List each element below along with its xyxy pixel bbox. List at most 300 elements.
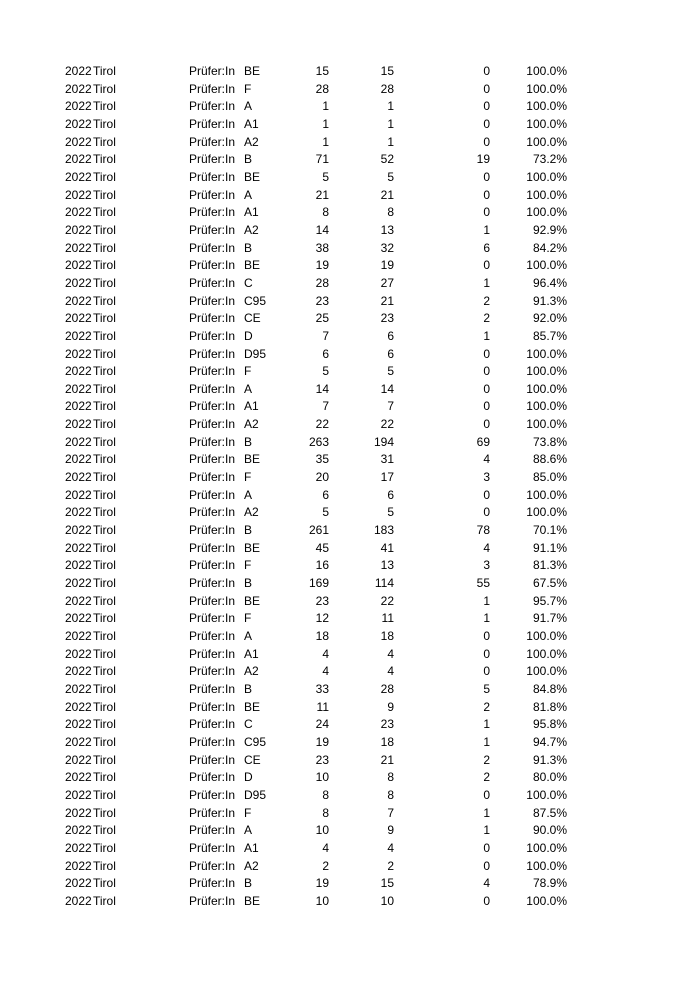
license-class-cell: B (244, 576, 253, 591)
region-cell: Tirol (93, 611, 116, 626)
table-row (0, 381, 700, 399)
pass-rate-cell: 95.7% (532, 593, 567, 608)
failed-count-cell: 2 (483, 699, 490, 714)
table-row (0, 734, 700, 752)
total-count-cell: 10 (315, 893, 329, 908)
pass-rate-cell: 100.0% (526, 417, 567, 432)
total-count-cell: 14 (315, 381, 329, 396)
license-class-cell: B (244, 240, 253, 255)
year-cell: 2022 (65, 99, 92, 114)
table-row (0, 275, 700, 293)
region-cell: Tirol (93, 487, 116, 502)
failed-count-cell: 0 (483, 116, 490, 131)
region-cell: Tirol (93, 346, 116, 361)
examiner-cell: Prüfer:In (189, 646, 236, 661)
examiner-cell: Prüfer:In (189, 187, 236, 202)
passed-count-cell: 14 (380, 381, 394, 396)
total-count-cell: 19 (315, 876, 329, 891)
pass-rate-cell: 100.0% (526, 893, 567, 908)
examiner-cell: Prüfer:In (189, 434, 236, 449)
total-count-cell: 19 (315, 258, 329, 273)
examiner-cell: Prüfer:In (189, 293, 236, 308)
pass-rate-cell: 70.1% (532, 523, 567, 538)
region-cell: Tirol (93, 558, 116, 573)
license-class-cell: BE (244, 258, 261, 273)
total-count-cell: 22 (315, 417, 329, 432)
failed-count-cell: 0 (483, 169, 490, 184)
total-count-cell: 5 (322, 169, 329, 184)
table-row (0, 646, 700, 664)
license-class-cell: F (244, 364, 252, 379)
passed-count-cell: 1 (387, 116, 394, 131)
total-count-cell: 23 (315, 293, 329, 308)
pass-rate-cell: 90.0% (532, 823, 567, 838)
license-class-cell: A1 (244, 840, 259, 855)
region-cell: Tirol (93, 152, 116, 167)
region-cell: Tirol (93, 787, 116, 802)
failed-count-cell: 4 (483, 540, 490, 555)
pass-rate-cell: 100.0% (526, 399, 567, 414)
failed-count-cell: 0 (483, 346, 490, 361)
examiner-cell: Prüfer:In (189, 734, 236, 749)
examiner-cell: Prüfer:In (189, 258, 236, 273)
total-count-cell: 14 (315, 222, 329, 237)
pass-rate-cell: 91.7% (532, 611, 567, 626)
failed-count-cell: 0 (483, 81, 490, 96)
region-cell: Tirol (93, 417, 116, 432)
total-count-cell: 16 (315, 558, 329, 573)
license-class-cell: A1 (244, 399, 259, 414)
year-cell: 2022 (65, 169, 92, 184)
table-row (0, 840, 700, 858)
year-cell: 2022 (65, 275, 92, 290)
year-cell: 2022 (65, 505, 92, 520)
pass-rate-cell: 88.6% (532, 452, 567, 467)
examiner-cell: Prüfer:In (189, 205, 236, 220)
region-cell: Tirol (93, 646, 116, 661)
license-class-cell: F (244, 558, 252, 573)
region-cell: Tirol (93, 805, 116, 820)
passed-count-cell: 23 (380, 717, 394, 732)
failed-count-cell: 2 (483, 752, 490, 767)
total-count-cell: 1 (322, 134, 329, 149)
table-row (0, 169, 700, 187)
region-cell: Tirol (93, 452, 116, 467)
failed-count-cell: 0 (483, 364, 490, 379)
passed-count-cell: 52 (380, 152, 394, 167)
license-class-cell: A1 (244, 646, 259, 661)
examiner-cell: Prüfer:In (189, 611, 236, 626)
pass-rate-cell: 100.0% (526, 116, 567, 131)
table-row (0, 681, 700, 699)
year-cell: 2022 (65, 734, 92, 749)
license-class-cell: D95 (244, 787, 267, 802)
year-cell: 2022 (65, 840, 92, 855)
passed-count-cell: 2 (387, 858, 394, 873)
region-cell: Tirol (93, 187, 116, 202)
year-cell: 2022 (65, 629, 92, 643)
failed-count-cell: 1 (483, 611, 490, 626)
table-row (0, 522, 700, 540)
pass-rate-cell: 100.0% (526, 629, 567, 643)
year-cell: 2022 (65, 752, 92, 767)
license-class-cell: BE (244, 699, 261, 714)
failed-count-cell: 3 (483, 470, 490, 485)
year-cell: 2022 (65, 858, 92, 873)
passed-count-cell: 28 (380, 681, 394, 696)
failed-count-cell: 0 (483, 893, 490, 908)
total-count-cell: 6 (322, 346, 329, 361)
table-row (0, 699, 700, 717)
region-cell: Tirol (93, 717, 116, 732)
passed-count-cell: 9 (387, 699, 394, 714)
examiner-cell: Prüfer:In (189, 505, 236, 520)
examiner-cell: Prüfer:In (189, 576, 236, 591)
region-cell: Tirol (93, 505, 116, 520)
examiner-cell: Prüfer:In (189, 346, 236, 361)
passed-count-cell: 22 (380, 593, 394, 608)
failed-count-cell: 69 (476, 434, 490, 449)
passed-count-cell: 1 (387, 134, 394, 149)
year-cell: 2022 (65, 470, 92, 485)
examiner-cell: Prüfer:In (189, 328, 236, 343)
region-cell: Tirol (93, 258, 116, 273)
region-cell: Tirol (93, 840, 116, 855)
failed-count-cell: 0 (483, 487, 490, 502)
examiner-cell: Prüfer:In (189, 558, 236, 573)
examiner-cell: Prüfer:In (189, 717, 236, 732)
total-count-cell: 8 (322, 205, 329, 220)
region-cell: Tirol (93, 770, 116, 785)
passed-count-cell: 8 (387, 770, 394, 785)
license-class-cell: B (244, 523, 253, 538)
table-row (0, 875, 700, 893)
examiner-cell: Prüfer:In (189, 116, 236, 131)
pass-rate-cell: 91.3% (532, 752, 567, 767)
passed-count-cell: 5 (387, 364, 394, 379)
total-count-cell: 8 (322, 805, 329, 820)
pass-rate-cell: 84.8% (532, 681, 567, 696)
total-count-cell: 7 (322, 328, 329, 343)
passed-count-cell: 23 (380, 311, 394, 326)
passed-count-cell: 41 (380, 540, 394, 555)
failed-count-cell: 1 (483, 593, 490, 608)
table-row (0, 434, 700, 452)
total-count-cell: 5 (322, 505, 329, 520)
year-cell: 2022 (65, 540, 92, 555)
failed-count-cell: 0 (483, 417, 490, 432)
total-count-cell: 33 (315, 681, 329, 696)
license-class-cell: C (244, 275, 253, 290)
license-class-cell: A2 (244, 858, 259, 873)
passed-count-cell: 1 (387, 99, 394, 114)
year-cell: 2022 (65, 116, 92, 131)
total-count-cell: 263 (308, 434, 329, 449)
year-cell: 2022 (65, 893, 92, 908)
failed-count-cell: 1 (483, 823, 490, 838)
year-cell: 2022 (65, 381, 92, 396)
examiner-cell: Prüfer:In (189, 311, 236, 326)
pass-rate-cell: 100.0% (526, 664, 567, 679)
examiner-cell: Prüfer:In (189, 840, 236, 855)
examiner-cell: Prüfer:In (189, 240, 236, 255)
examiner-cell: Prüfer:In (189, 823, 236, 838)
passed-count-cell: 5 (387, 505, 394, 520)
year-cell: 2022 (65, 593, 92, 608)
table-row (0, 540, 700, 558)
table-row (0, 557, 700, 575)
failed-count-cell: 0 (483, 840, 490, 855)
pass-rate-cell: 73.2% (532, 152, 567, 167)
failed-count-cell: 4 (483, 876, 490, 891)
table-row (0, 787, 700, 805)
examiner-cell: Prüfer:In (189, 876, 236, 891)
license-class-cell: A1 (244, 205, 259, 220)
examiner-cell: Prüfer:In (189, 858, 236, 873)
failed-count-cell: 0 (483, 99, 490, 114)
failed-count-cell: 0 (483, 134, 490, 149)
year-cell: 2022 (65, 134, 92, 149)
table-row (0, 98, 700, 116)
year-cell: 2022 (65, 558, 92, 573)
passed-count-cell: 8 (387, 787, 394, 802)
passed-count-cell: 32 (380, 240, 394, 255)
region-cell: Tirol (93, 858, 116, 873)
pass-rate-cell: 100.0% (526, 646, 567, 661)
examiner-cell: Prüfer:In (189, 81, 236, 96)
table-row (0, 310, 700, 328)
license-class-cell: B (244, 152, 253, 167)
region-cell: Tirol (93, 523, 116, 538)
passed-count-cell: 15 (380, 64, 394, 78)
failed-count-cell: 0 (483, 64, 490, 78)
passed-count-cell: 31 (380, 452, 394, 467)
table-row (0, 204, 700, 222)
pass-rate-cell: 87.5% (532, 805, 567, 820)
examiner-cell: Prüfer:In (189, 540, 236, 555)
pass-rate-cell: 100.0% (526, 169, 567, 184)
region-cell: Tirol (93, 699, 116, 714)
region-cell: Tirol (93, 434, 116, 449)
failed-count-cell: 4 (483, 452, 490, 467)
license-class-cell: B (244, 434, 253, 449)
passed-count-cell: 7 (387, 399, 394, 414)
table-row (0, 610, 700, 628)
passed-count-cell: 15 (380, 876, 394, 891)
passed-count-cell: 13 (380, 222, 394, 237)
region-cell: Tirol (93, 311, 116, 326)
license-class-cell: BE (244, 452, 261, 467)
license-class-cell: F (244, 805, 252, 820)
region-cell: Tirol (93, 576, 116, 591)
failed-count-cell: 2 (483, 770, 490, 785)
table-row (0, 222, 700, 240)
examiner-cell: Prüfer:In (189, 770, 236, 785)
region-cell: Tirol (93, 328, 116, 343)
year-cell: 2022 (65, 64, 92, 78)
table-row (0, 187, 700, 205)
license-class-cell: BE (244, 593, 261, 608)
region-cell: Tirol (93, 293, 116, 308)
year-cell: 2022 (65, 240, 92, 255)
total-count-cell: 15 (315, 64, 329, 78)
examiner-cell: Prüfer:In (189, 134, 236, 149)
region-cell: Tirol (93, 664, 116, 679)
year-cell: 2022 (65, 664, 92, 679)
total-count-cell: 4 (322, 646, 329, 661)
passed-count-cell: 6 (387, 346, 394, 361)
table-row (0, 257, 700, 275)
total-count-cell: 1 (322, 99, 329, 114)
year-cell: 2022 (65, 576, 92, 591)
passed-count-cell: 4 (387, 664, 394, 679)
failed-count-cell: 1 (483, 734, 490, 749)
pass-rate-cell: 67.5% (532, 576, 567, 591)
pass-rate-cell: 100.0% (526, 346, 567, 361)
license-class-cell: A2 (244, 417, 259, 432)
failed-count-cell: 78 (476, 523, 490, 538)
examiner-cell: Prüfer:In (189, 364, 236, 379)
license-class-cell: A (244, 381, 253, 396)
region-cell: Tirol (93, 381, 116, 396)
year-cell: 2022 (65, 523, 92, 538)
passed-count-cell: 4 (387, 646, 394, 661)
examiner-cell: Prüfer:In (189, 487, 236, 502)
total-count-cell: 2 (322, 858, 329, 873)
passed-count-cell: 18 (380, 629, 394, 643)
pass-rate-cell: 100.0% (526, 258, 567, 273)
passed-count-cell: 9 (387, 823, 394, 838)
total-count-cell: 6 (322, 487, 329, 502)
passed-count-cell: 6 (387, 487, 394, 502)
examiner-cell: Prüfer:In (189, 452, 236, 467)
year-cell: 2022 (65, 293, 92, 308)
failed-count-cell: 1 (483, 222, 490, 237)
total-count-cell: 261 (308, 523, 329, 538)
pass-rate-cell: 100.0% (526, 487, 567, 502)
examiner-cell: Prüfer:In (189, 787, 236, 802)
year-cell: 2022 (65, 222, 92, 237)
pass-rate-cell: 100.0% (526, 364, 567, 379)
pass-rate-cell: 85.0% (532, 470, 567, 485)
examiner-cell: Prüfer:In (189, 805, 236, 820)
failed-count-cell: 0 (483, 505, 490, 520)
license-class-cell: A (244, 487, 253, 502)
year-cell: 2022 (65, 823, 92, 838)
table-row (0, 752, 700, 770)
license-class-cell: F (244, 611, 252, 626)
failed-count-cell: 0 (483, 381, 490, 396)
failed-count-cell: 1 (483, 717, 490, 732)
table-row (0, 398, 700, 416)
region-cell: Tirol (93, 823, 116, 838)
total-count-cell: 28 (315, 275, 329, 290)
region-cell: Tirol (93, 116, 116, 131)
examiner-cell: Prüfer:In (189, 629, 236, 643)
license-class-cell: A2 (244, 664, 259, 679)
passed-count-cell: 5 (387, 169, 394, 184)
failed-count-cell: 2 (483, 293, 490, 308)
examiner-cell: Prüfer:In (189, 470, 236, 485)
year-cell: 2022 (65, 646, 92, 661)
license-class-cell: A (244, 629, 253, 643)
failed-count-cell: 6 (483, 240, 490, 255)
year-cell: 2022 (65, 487, 92, 502)
failed-count-cell: 0 (483, 664, 490, 679)
total-count-cell: 19 (315, 734, 329, 749)
license-class-cell: F (244, 470, 252, 485)
pass-rate-cell: 100.0% (526, 81, 567, 96)
license-class-cell: D (244, 770, 253, 785)
region-cell: Tirol (93, 81, 116, 96)
license-class-cell: C95 (244, 734, 267, 749)
failed-count-cell: 1 (483, 328, 490, 343)
region-cell: Tirol (93, 169, 116, 184)
table-row (0, 328, 700, 346)
table-row (0, 893, 700, 911)
year-cell: 2022 (65, 81, 92, 96)
table-row (0, 593, 700, 611)
pass-rate-cell: 100.0% (526, 187, 567, 202)
passed-count-cell: 194 (373, 434, 394, 449)
total-count-cell: 4 (322, 664, 329, 679)
total-count-cell: 24 (315, 717, 329, 732)
failed-count-cell: 0 (483, 258, 490, 273)
passed-count-cell: 13 (380, 558, 394, 573)
license-class-cell: A1 (244, 116, 259, 131)
pass-rate-cell: 81.3% (532, 558, 567, 573)
examiner-cell: Prüfer:In (189, 893, 236, 908)
region-cell: Tirol (93, 593, 116, 608)
pass-rate-cell: 92.0% (532, 311, 567, 326)
passed-count-cell: 183 (373, 523, 394, 538)
failed-count-cell: 1 (483, 805, 490, 820)
year-cell: 2022 (65, 258, 92, 273)
failed-count-cell: 3 (483, 558, 490, 573)
passed-count-cell: 6 (387, 328, 394, 343)
passed-count-cell: 18 (380, 734, 394, 749)
total-count-cell: 18 (315, 629, 329, 643)
table-row (0, 805, 700, 823)
license-class-cell: F (244, 81, 252, 96)
passed-count-cell: 28 (380, 81, 394, 96)
license-class-cell: CE (244, 311, 261, 326)
passed-count-cell: 27 (380, 275, 394, 290)
region-cell: Tirol (93, 470, 116, 485)
pass-rate-cell: 73.8% (532, 434, 567, 449)
year-cell: 2022 (65, 417, 92, 432)
pass-rate-cell: 92.9% (532, 222, 567, 237)
license-class-cell: CE (244, 752, 261, 767)
examiner-cell: Prüfer:In (189, 523, 236, 538)
license-class-cell: D95 (244, 346, 267, 361)
total-count-cell: 23 (315, 593, 329, 608)
examiner-cell: Prüfer:In (189, 681, 236, 696)
failed-count-cell: 5 (483, 681, 490, 696)
data-table (0, 63, 700, 911)
table-row (0, 81, 700, 99)
examiner-cell: Prüfer:In (189, 699, 236, 714)
failed-count-cell: 1 (483, 275, 490, 290)
total-count-cell: 20 (315, 470, 329, 485)
region-cell: Tirol (93, 734, 116, 749)
failed-count-cell: 0 (483, 646, 490, 661)
table-row (0, 716, 700, 734)
failed-count-cell: 0 (483, 787, 490, 802)
license-class-cell: BE (244, 893, 261, 908)
table-row (0, 293, 700, 311)
failed-count-cell: 0 (483, 205, 490, 220)
